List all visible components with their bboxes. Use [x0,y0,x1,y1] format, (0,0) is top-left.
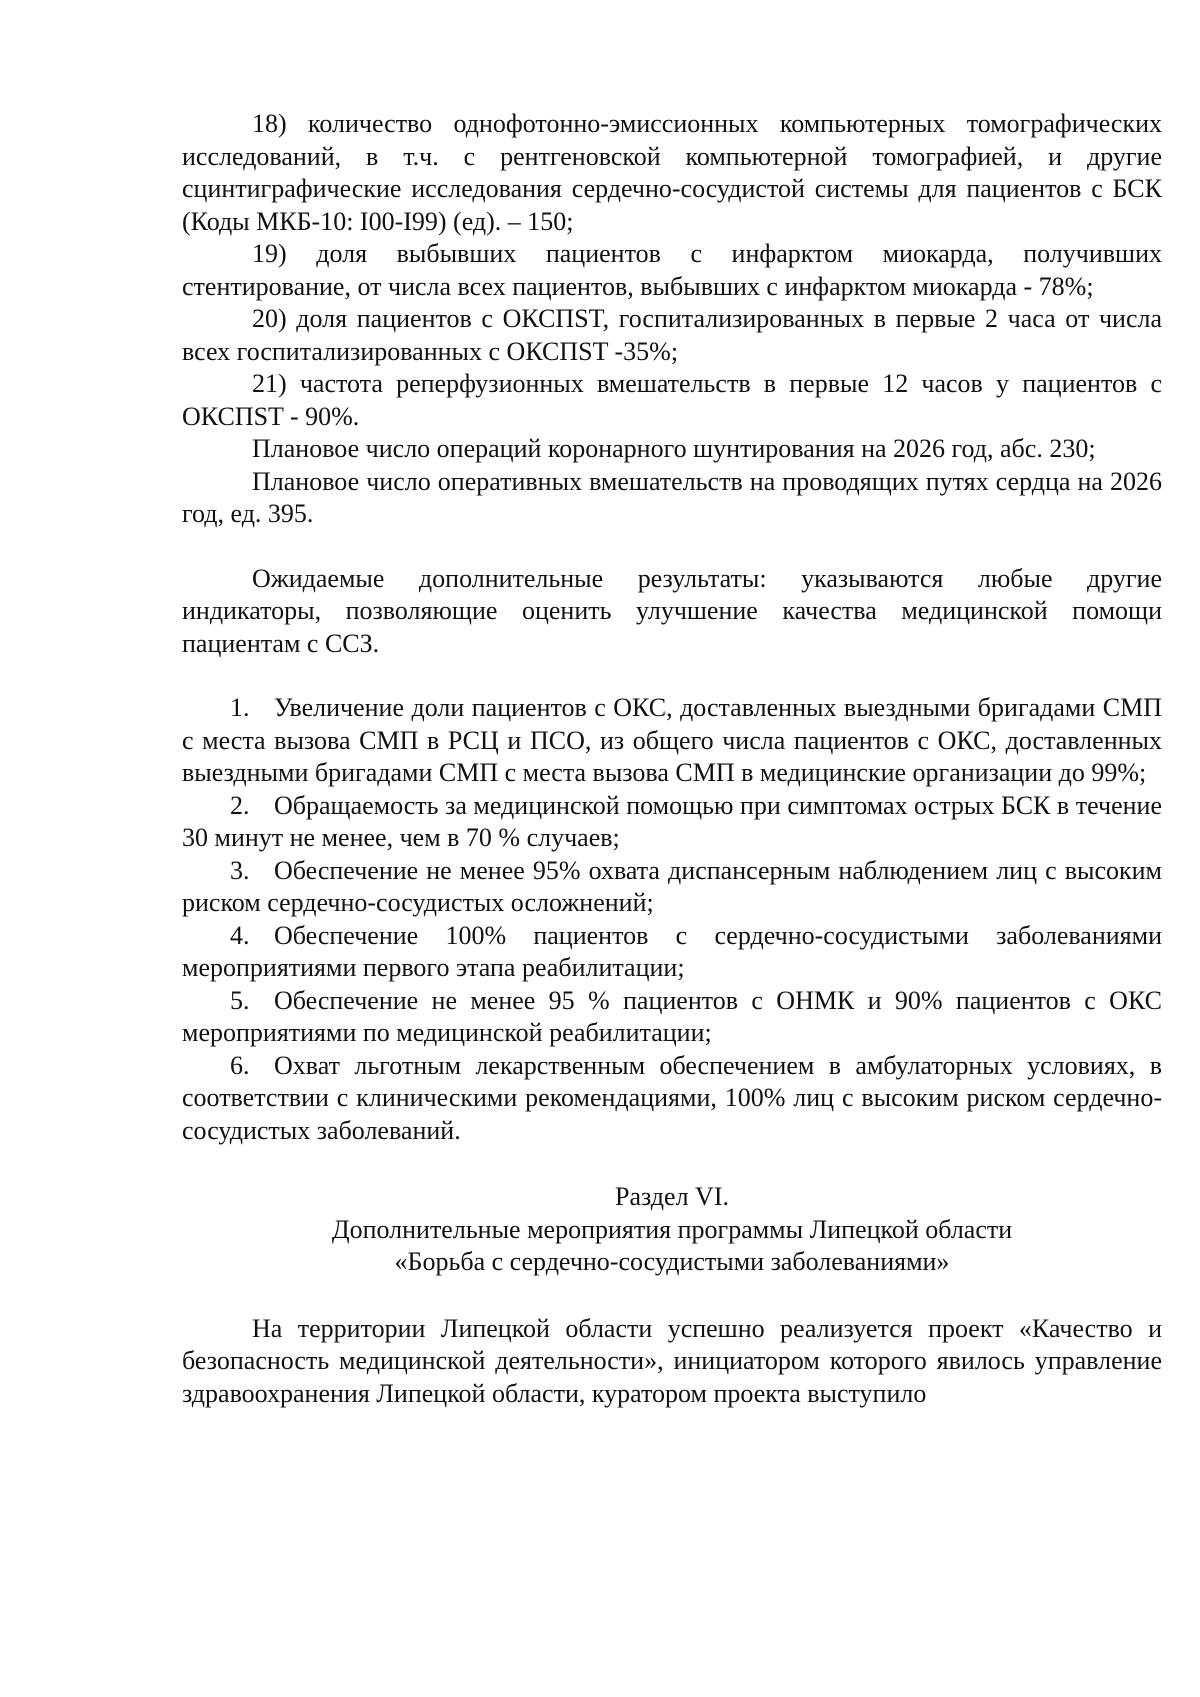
expected-results-intro: Ожидаемые дополнительные результаты: указываются любые другие индикаторы, позволяющие оценить улучшение качества медицинской помощи пациентам с ССЗ. [182,563,1162,658]
planned-cabg: Плановое число операций коронарного шунтирования на 2026 год, абс. 230; [252,434,1096,463]
list-item-text: Обеспечение 100% пациентов с сердечно-сосудистыми заболеваниями мероприятиями первого этапа реабилитации; [182,920,1162,982]
spacer [182,531,1162,563]
list-item [182,692,1162,790]
list-item [182,855,1162,920]
expected-results-list [182,692,1162,1147]
closing-paragraph: На территории Липецкой области успешно реализуется проект «Качество и безопасность медицинской деятельности», инициатором которого явилось управление здравоохранения Липецкой области, куратором проекта выступило [182,1313,1162,1408]
indicator-18: 18) количество однофотонно-эмиссионных компьютерных томографических исследований, в т.ч. с рентгеновской компьютерной томографией, и другие сцинтиграфические исследования сердечно-сосудистой системы для пациентов с БСК (Коды МКБ-10: I00-I99) (ед). – 150; [182,109,1162,236]
section-title-line-1: Дополнительные мероприятия программы Липецкой области [331,1214,1013,1244]
indicator-21: 21) частота реперфузионных вмешательств в первые 12 часов у пациентов с ОКСПST - 90%. [182,369,1162,431]
list-item-text: Обращаемость за медицинской помощью при симптомах острых БСК в течение 30 минут не менее, чем в 70 % случаев; [182,790,1162,852]
spacer [182,1147,1162,1181]
list-item-number: 6. [230,1050,250,1080]
list-item [182,985,1162,1050]
list-item [182,790,1162,855]
list-item-text: Охват льготным лекарственным обеспечением в амбулаторных условиях, в соответствии с клиническими рекомендациями, 100% лиц с высоким риском сердечно-сосудистых заболеваний. [182,1050,1162,1145]
list-item-text: Обеспечение не менее 95 % пациентов с ОНМК и 90% пациентов с ОКС мероприятиями по медицинской реабилитации; [182,985,1162,1047]
list-item-number: 5. [230,985,250,1015]
list-item-text: Увеличение доли пациентов с ОКС, доставленных выездными бригадами СМП с места вызова СМП в РСЦ и ПСО, из общего числа пациентов с ОКС, доставленных выездными бригадами СМП с места вызова СМП в медицинские организации до 99%; [182,693,1162,787]
indicator-19: 19) доля выбывших пациентов с инфарктом миокарда, получивших стентирование, от числа всех пациентов, выбывших с инфарктом миокарда - 78%; [182,239,1162,301]
spacer [182,1279,1162,1313]
list-item-number: 2. [230,790,250,820]
document-page [182,108,1162,1410]
list-item-number: 4. [230,920,250,950]
section-heading: Раздел VI. [615,1182,729,1211]
section-title-line-2: «Борьба с сердечно-сосудистыми заболеваниями» [394,1247,950,1276]
indicator-20: 20) доля пациентов с ОКСПST, госпитализированных в первые 2 часа от числа всех госпитализированных с ОКСПST -35%; [182,304,1162,366]
spacer [182,660,1162,692]
list-item-number: 3. [230,855,250,885]
list-item [182,920,1162,985]
list-item-number: 1. [230,693,250,722]
list-item [182,1050,1162,1148]
list-item-text: Обеспечение не менее 95% охвата диспансерным наблюдением лиц с высоким риском сердечно-сосудистых осложнений; [182,855,1162,917]
planned-conduction-surgery: Плановое число оперативных вмешательств на проводящих путях сердца на 2026 год, ед. 395. [182,466,1162,528]
